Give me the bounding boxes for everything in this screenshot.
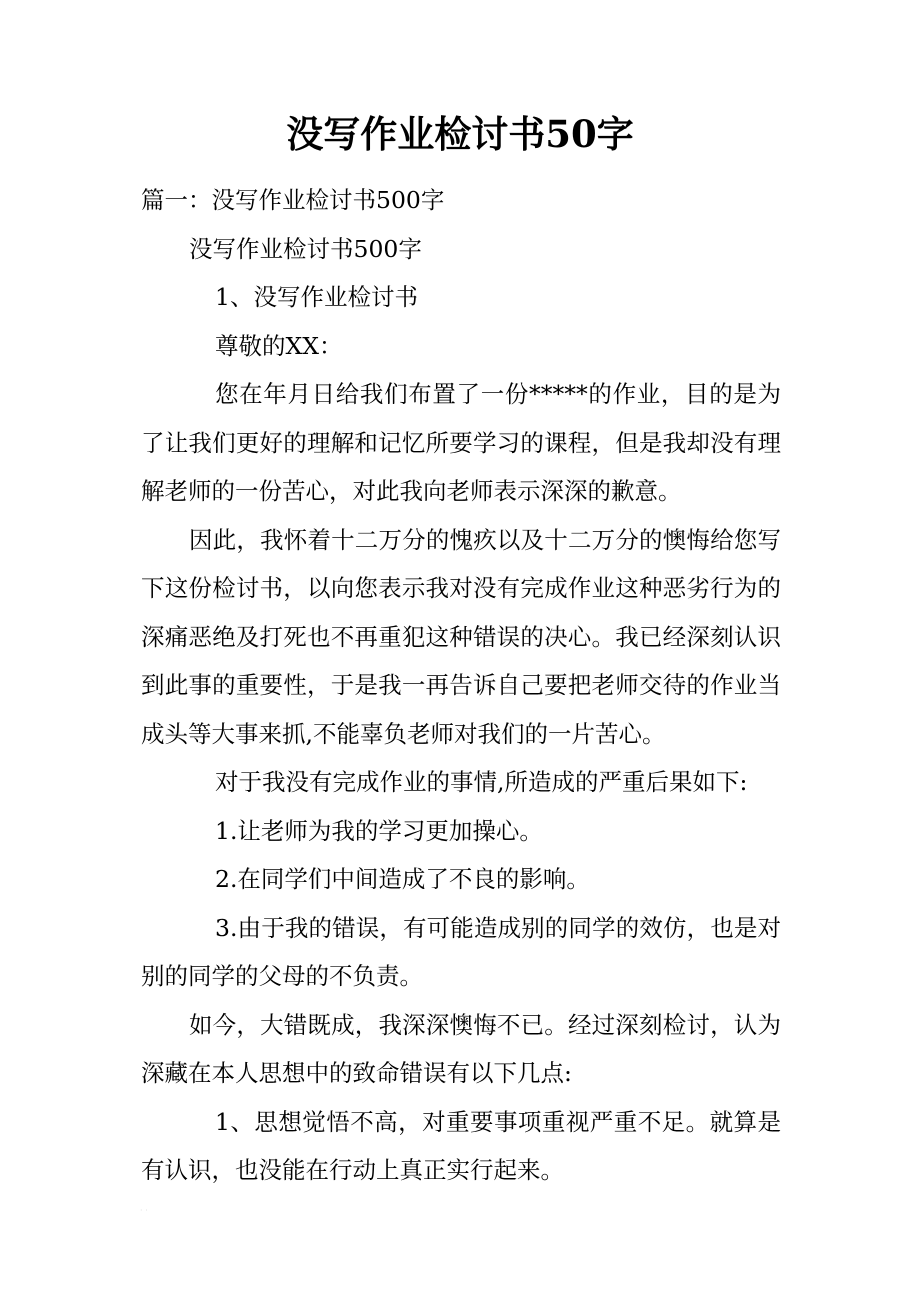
page-footer-mark: · · <box>140 1206 148 1215</box>
document-body <box>141 176 781 1195</box>
paragraph: 您在年月日给我们布置了一份*****的作业，目的是为了让我们更好的理解和记忆所要学习的课程，但是我却没有理解老师的一份苦心，对此我向老师表示深深的歉意。 <box>141 380 781 505</box>
subtitle: 没写作业检讨书500字 <box>189 234 422 263</box>
section-heading: 篇一：没写作业检讨书500字 <box>141 186 445 214</box>
list-item: 3.由于我的错误，有可能造成别的同学的效仿，也是对别的同学的父母的不负责。 <box>141 913 781 990</box>
paragraph: 对于我没有完成作业的事情,所造成的严重后果如下: <box>215 768 748 796</box>
list-item: 1.让老师为我的学习更加操心。 <box>215 816 543 845</box>
document-title: 没写作业检讨书50字 <box>286 112 634 156</box>
paragraph: 如今，大错既成，我深深懊悔不已。经过深刻检讨，认为深藏在本人思想中的致命错误有以下几点: <box>141 1010 781 1087</box>
salutation: 尊敬的XX： <box>215 331 343 360</box>
paragraph: 1、思想觉悟不高，对重要事项重视严重不足。就算是有认识，也没能在行动上真正实行起来。 <box>141 1107 781 1184</box>
list-item: 2.在同学们中间造成了不良的影响。 <box>215 865 590 893</box>
item-heading: 1、没写作业检讨书 <box>215 283 418 311</box>
paragraph: 因此，我怀着十二万分的愧疚以及十二万分的懊悔给您写下这份检讨书，以向您表示我对没有完成作业这种恶劣行为的深痛恶绝及打死也不再重犯这种错误的决心。我已经深刻认识到此事的重要性，于是我一再告诉自己要把老师交待的作业当成头等大事来抓,不能辜负老师对我们的一片苦心。 <box>141 525 781 748</box>
